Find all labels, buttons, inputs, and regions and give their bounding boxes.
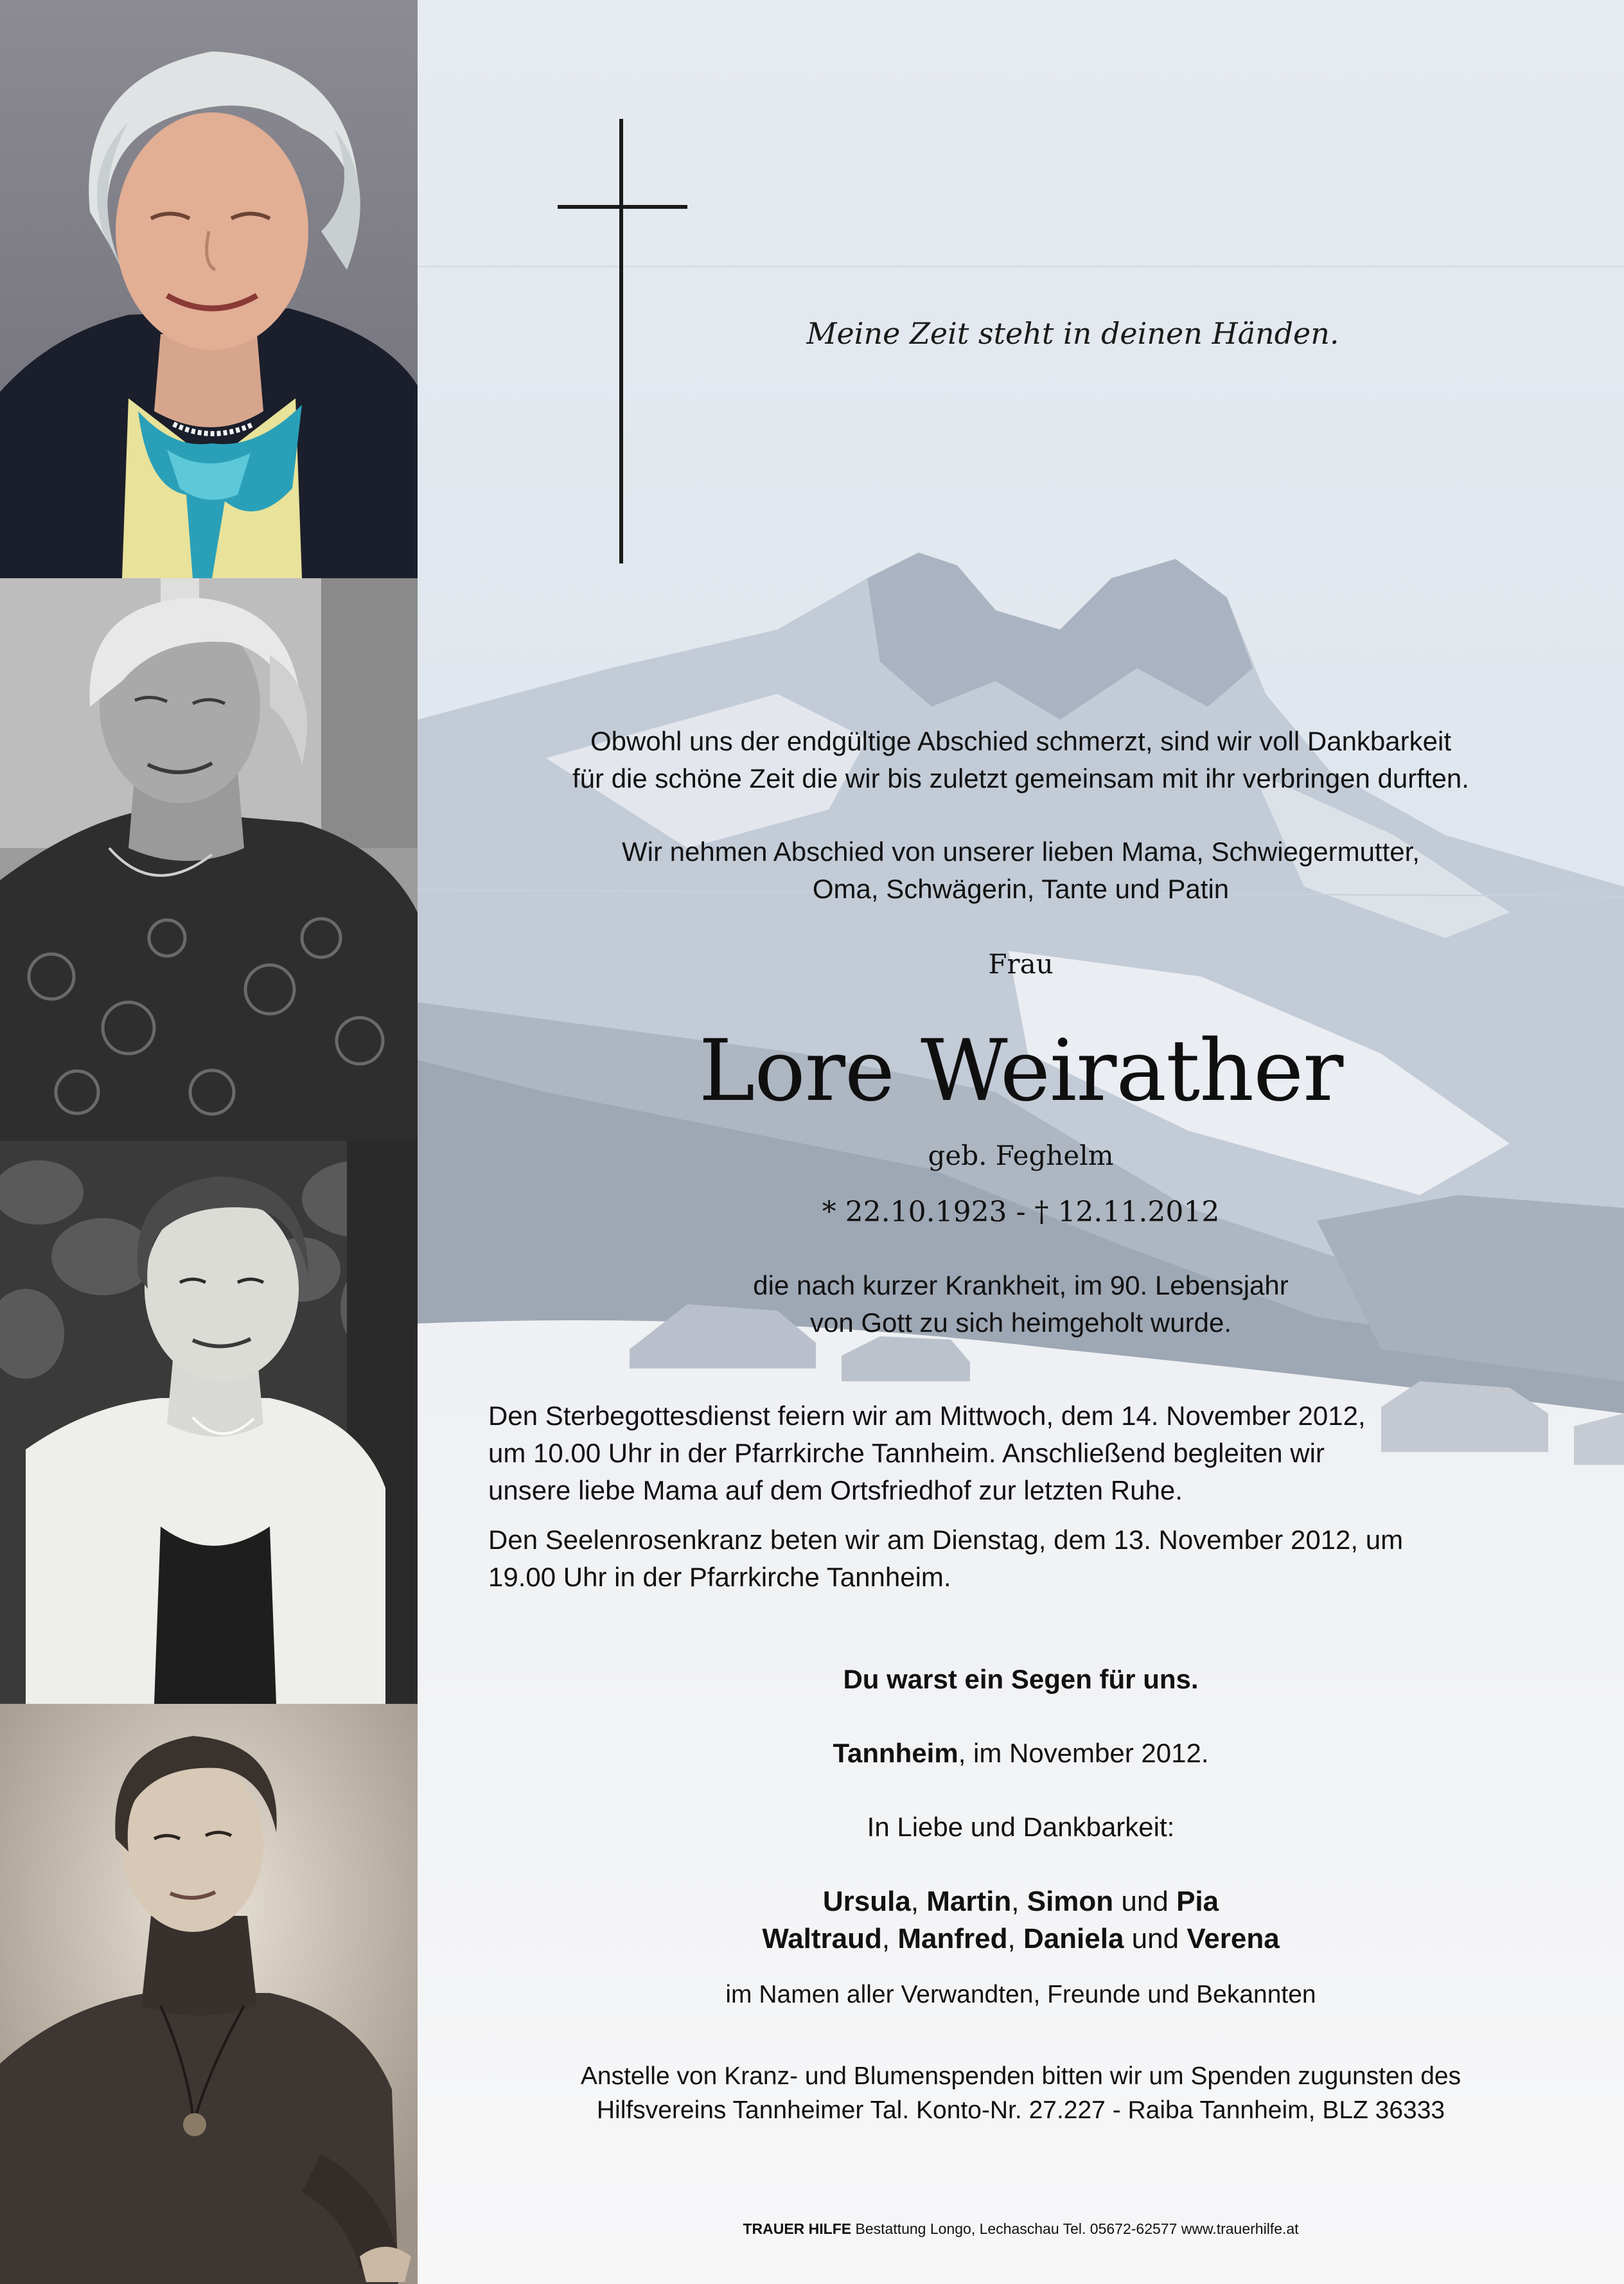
rosary-line-2: 19.00 Uhr in der Pfarrkirche Tannheim. xyxy=(488,1562,951,1592)
footer-brand: TRAUER HILFE xyxy=(743,2220,852,2237)
mourners-row-1 xyxy=(418,1883,1624,1920)
mourner-and: und xyxy=(1113,1886,1177,1917)
relatives-line: im Namen aller Verwandten, Freunde und Bekannten xyxy=(725,1981,1316,2008)
service-line-2: um 10.00 Uhr in der Pfarrkirche Tannheim. Anschließend begleiten wir xyxy=(488,1438,1325,1468)
portrait-photo-bw-white-jacket xyxy=(0,1141,418,1704)
mourner-name: Ursula xyxy=(822,1886,911,1917)
mourner-separator: , xyxy=(1011,1886,1027,1917)
obituary-panel xyxy=(418,0,1624,2284)
footer xyxy=(418,2220,1624,2238)
farewell-line-2: Oma, Schwägerin, Tante und Patin xyxy=(812,874,1230,904)
intro-line-1: Obwohl uns der endgültige Abschied schmerzt, sind wir voll Dankbarkeit xyxy=(590,726,1451,756)
death-date: 12.11.2012 xyxy=(1057,1196,1220,1228)
photo-column xyxy=(0,0,418,2284)
date-separator: - xyxy=(1016,1196,1026,1228)
death-symbol: † xyxy=(1034,1196,1049,1228)
mourner-name: Daniela xyxy=(1023,1923,1124,1954)
portrait-photo-bw-patterned-blouse xyxy=(0,578,418,1141)
birth-symbol: * xyxy=(822,1196,836,1228)
mourner-name: Manfred xyxy=(897,1923,1008,1954)
mourner-name: Simon xyxy=(1027,1886,1114,1917)
birth-date: 22.10.1923 xyxy=(845,1196,1007,1228)
blessing: Du warst ein Segen für uns. xyxy=(843,1664,1199,1694)
mourner-separator: , xyxy=(910,1886,927,1917)
salutation: Frau xyxy=(988,948,1054,980)
mourner-name: Verena xyxy=(1187,1923,1280,1954)
cross-horizontal-bar xyxy=(558,205,687,209)
donation-line-1: Anstelle von Kranz- und Blumenspenden bitten wir um Spenden zugunsten des xyxy=(580,2062,1461,2090)
portrait-photo-color xyxy=(0,0,418,578)
mourner-name: Martin xyxy=(926,1886,1012,1917)
mourner-separator: , xyxy=(881,1923,898,1954)
cross-icon xyxy=(558,119,687,563)
life-dates xyxy=(418,1194,1624,1231)
footer-text: Bestattung Longo, Lechaschau Tel. 05672-62577 www.trauerhilfe.at xyxy=(851,2220,1299,2237)
place-date xyxy=(418,1735,1624,1772)
obituary-content xyxy=(418,0,1624,2284)
passing-line-2: von Gott zu sich heimgeholt wurde. xyxy=(809,1307,1231,1338)
passing-line-1: die nach kurzer Krankheit, im 90. Lebensjahr xyxy=(753,1270,1289,1300)
farewell-line-1: Wir nehmen Abschied von unserer lieben Mama, Schwiegermutter, xyxy=(622,837,1420,867)
rosary-line-1: Den Seelenrosenkranz beten wir am Dienstag, dem 13. November 2012, um xyxy=(488,1525,1404,1555)
love-line: In Liebe und Dankbarkeit: xyxy=(867,1812,1175,1842)
mourner-name: Pia xyxy=(1176,1886,1219,1917)
intro-line-2: für die schöne Zeit die wir bis zuletzt gemeinsam mit ihr verbringen durften. xyxy=(572,763,1469,793)
service-line-1: Den Sterbegottesdienst feiern wir am Mittwoch, dem 14. November 2012, xyxy=(488,1401,1366,1431)
place-date-text: , im November 2012. xyxy=(958,1738,1209,1768)
mourner-name: Waltraud xyxy=(762,1923,882,1954)
mourners-row-2 xyxy=(418,1920,1624,1958)
maiden-name: geb. Feghelm xyxy=(928,1140,1114,1171)
cross-vertical-bar xyxy=(619,119,623,563)
deceased-name: Lore Weirather xyxy=(698,1022,1343,1120)
donation-line-2: Hilfsvereins Tannheimer Tal. Konto-Nr. 27.227 - Raiba Tannheim, BLZ 36333 xyxy=(596,2096,1445,2124)
portrait-photo-sepia-turtleneck xyxy=(0,1704,418,2284)
service-line-3: unsere liebe Mama auf dem Ortsfriedhof zur letzten Ruhe. xyxy=(488,1475,1183,1505)
mourner-and: und xyxy=(1124,1923,1187,1954)
place-town: Tannheim xyxy=(833,1738,958,1768)
motto: Meine Zeit steht in deinen Händen. xyxy=(806,316,1339,351)
mourner-separator: , xyxy=(1007,1923,1023,1954)
